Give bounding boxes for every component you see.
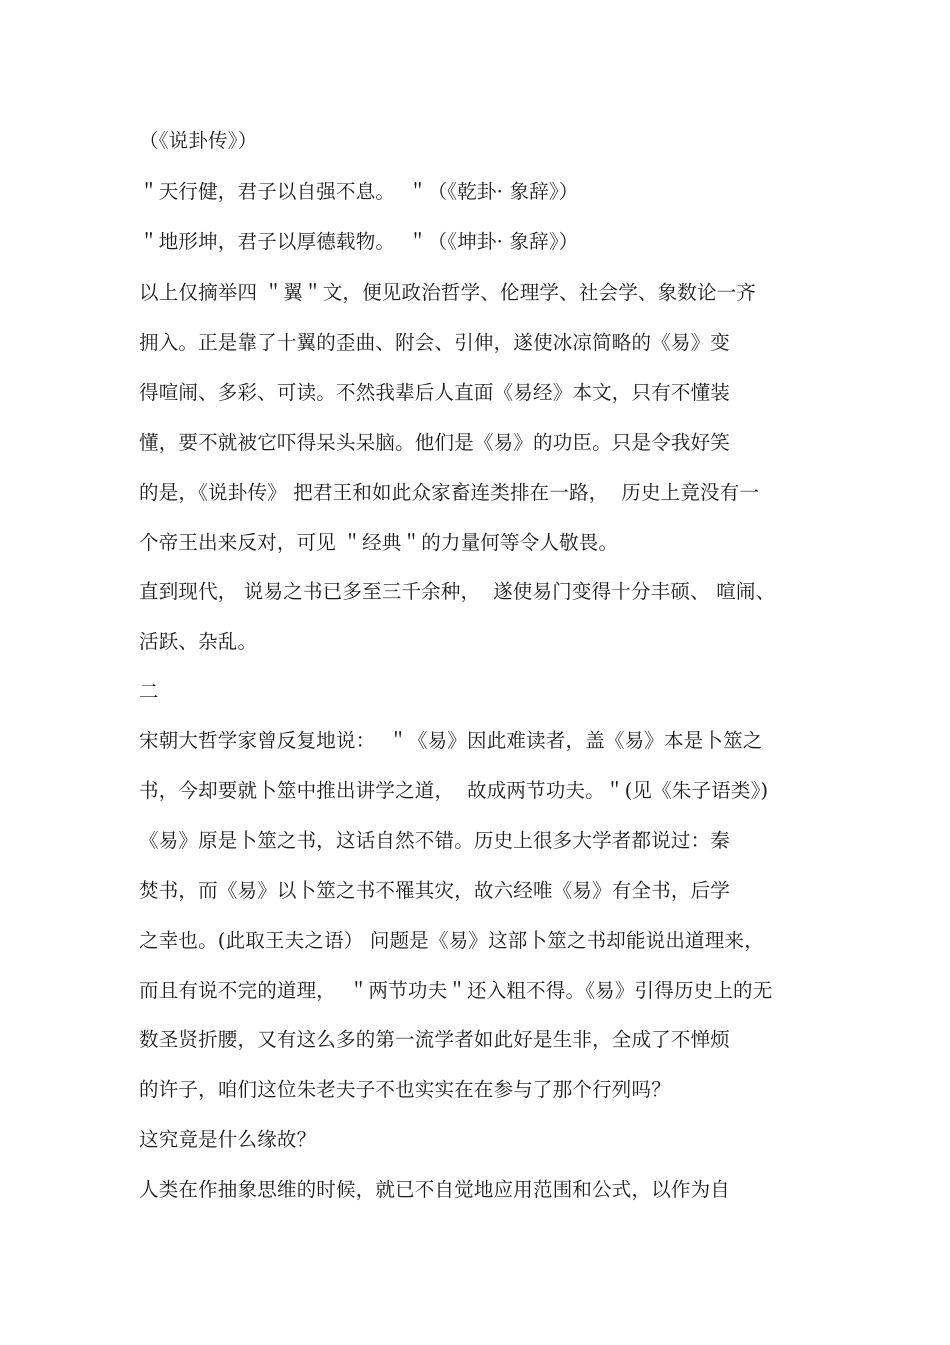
text-line: 人类在作抽象思维的时候，就已不自觉地应用范围和公式，以作为自 <box>139 1178 731 1201</box>
text-line: 这究竟是什么缘故？ <box>139 1128 317 1151</box>
text-line: 得喧闹、多彩、可读。不然我辈后人直面《易经》本文，只有不懂装 <box>139 381 731 404</box>
text-line: 焚书，而《易》以卜筮之书不罹其灾，故六经唯《易》有全书，后学 <box>139 879 731 902</box>
section-heading: 二 <box>139 680 159 703</box>
text-line: （《说卦传》） <box>139 129 258 152</box>
text-line: 活跃、杂乱。 <box>139 630 258 653</box>
text-line: 数圣贤折腰，又有这么多的第一流学者如此好是生非，全成了不惮烦 <box>139 1028 731 1051</box>
text-line: 书，今却要就卜筮中推出讲学之道， 故成两节功夫。＂(见《朱子语类》) <box>139 779 769 802</box>
text-line: ＂地形坤，君子以厚德载物。 ＂（《坤卦· 象辞》） <box>139 230 579 253</box>
text-line: 的许子，咱们这位朱老夫子不也实实在在参与了那个行列吗？ <box>139 1078 671 1101</box>
text-line: 个帝王出来反对，可见 ＂经典＂的力量何等令人敬畏。 <box>139 531 619 554</box>
text-line: 拥入。正是靠了十翼的歪曲、附会、引伸，遂使冰凉简略的《易》变 <box>139 331 731 354</box>
text-line: 以上仅摘举四 ＂翼＂文，便见政治哲学、伦理学、社会学、象数论一齐 <box>139 281 757 304</box>
text-line: 的是，《说卦传》 把君王和如此众家畜连类排在一路， 历史上竟没有一 <box>139 481 760 504</box>
text-line: 直到现代， 说易之书已多至三千余种， 遂使易门变得十分丰硕、 喧闹、 <box>139 580 776 603</box>
text-line: 之幸也。(此取王夫之语） 问题是《易》这部卜筮之书却能说出道理来， <box>139 929 764 952</box>
text-line: 懂，要不就被它吓得呆头呆脑。他们是《易》的功臣。只是令我好笑 <box>139 431 731 454</box>
text-line: 而且有说不完的道理， ＂两节功夫＂还入粗不得。《易》引得历史上的无 <box>139 979 773 1002</box>
text-line: ＂天行健，君子以自强不息。 ＂（《乾卦· 象辞》） <box>139 180 579 203</box>
text-line: 宋朝大哲学家曾反复地说： ＂《易》因此难读者，盖《易》本是卜筮之 <box>139 729 763 752</box>
text-line: 《易》原是卜筮之书，这话自然不错。历史上很多大学者都说过：秦 <box>139 829 731 852</box>
